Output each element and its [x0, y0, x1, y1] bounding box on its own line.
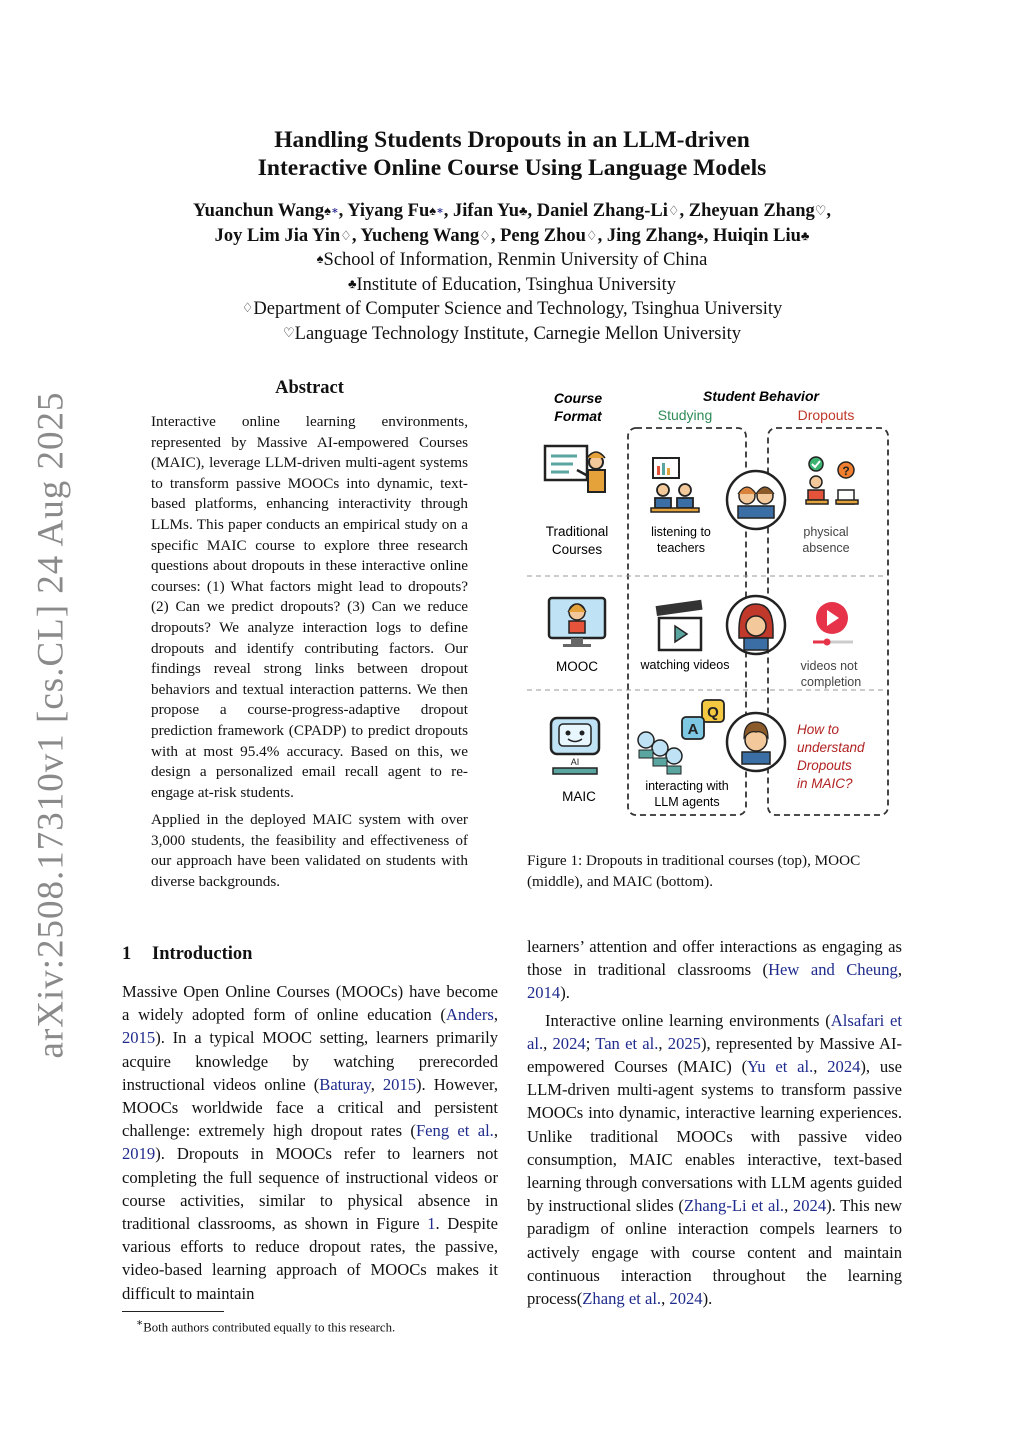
row3-dropouts-label-1: How to — [797, 722, 840, 737]
title-line-1: Handling Students Dropouts in an LLM-driven — [274, 127, 750, 153]
citation-year-link[interactable]: 2025 — [667, 1033, 701, 1053]
equal-contribution-mark: ∗ — [436, 205, 444, 217]
figure-1 — [527, 380, 903, 820]
col-dropouts-label: Dropouts — [797, 407, 855, 423]
text-run: ), use LLM-driven multi-agent systems to transform passive MOOCs into dynamic, interactive learning experiences. Unlike traditional MOOCs with passive video consumption, MAIC enables interactive, text-based learning through conversations with LLM agents guided by instructional slides ( — [527, 1057, 902, 1216]
video-clapper-icon — [656, 600, 703, 650]
text-run: Massive Open Online Courses (MOOCs) have become a widely adopted form of online education ( — [122, 982, 498, 1025]
footnote — [136, 1316, 395, 1335]
citation-year-link[interactable]: 2024 — [792, 1196, 827, 1216]
col-studying-label: Studying — [657, 407, 713, 423]
citation-year-link[interactable]: 2024 — [827, 1057, 861, 1077]
affiliation-symbol: ♣ — [800, 228, 810, 243]
text-run: ). In a typical MOOC setting, learners primarily acquire knowledge by watching prerecorded instructional videos online ( — [122, 1028, 498, 1094]
author-separator: , — [527, 201, 537, 221]
affiliation-row — [0, 322, 1024, 347]
affiliation-symbol: ♠ — [316, 251, 324, 266]
footnote-mark: ∗ — [136, 1318, 144, 1329]
col-course-label-2: Format — [554, 408, 602, 424]
col-student-behavior-label: Student Behavior — [703, 388, 819, 404]
text-run: Interactive online learning environments ( — [545, 1010, 831, 1030]
citation-year-link[interactable]: 2015 — [122, 1028, 156, 1048]
monitor-ai-label: AI — [570, 757, 580, 767]
affiliation-row — [0, 273, 1024, 298]
absence-question-icon — [806, 457, 858, 504]
affiliation-text: Institute of Education, Tsinghua University — [356, 274, 677, 295]
text-run: ), represented by Massive AI-empowered Courses (MAIC) ( — [527, 1033, 903, 1077]
author-name: Jifan Yu — [453, 201, 520, 221]
citation-year-link[interactable]: 2024 — [552, 1033, 586, 1053]
abstract-paragraph-1: Interactive online learning environments, represented by Massive AI-empowered Courses (MAIC), leverage LLM-driven multi-agent systems to transform passive MOOCs into dynamic, text-based platforms, enhancing interactivity through LLMs. This paper conducts an empirical study on a specific MAIC course to explore three research questions about dropouts in these interactive online courses: (1) What factors might lead to dropouts? (2) Can we predict dropouts? (3) Can we reduce dropouts? We analyze interaction logs to define dropouts and identify contributing factors. Our findings reveal strong links between dropout behaviors and textual interaction patterns. We then propose a course-progress-adaptive dropout prediction framework (CPADP) to predict dropouts with at most 95.4% accuracy. Based on this, we design a personalized email recall agent to re-engage at-risk students. — [151, 413, 468, 801]
text-run: , — [661, 1289, 670, 1309]
author-name: Jing Zhang — [606, 226, 697, 246]
author-name: Daniel Zhang-Li — [536, 201, 668, 221]
row3-dropouts-label-2: understand — [797, 740, 865, 755]
text-run: , — [658, 1033, 668, 1053]
row1-dropouts-label-2: absence — [802, 541, 850, 555]
row1-dropouts-label-1: physical — [803, 525, 849, 539]
affiliation-symbol: ♢ — [667, 203, 680, 218]
author-name: Yucheng Wang — [360, 226, 480, 246]
question-glyph: ? — [842, 464, 850, 478]
affiliation-symbol: ♢ — [340, 228, 352, 243]
author-separator: , — [443, 201, 454, 221]
author-separator: , — [490, 226, 501, 246]
text-run: ). Dropouts in MOOCs refer to learners not completing the full sequence of instructional videos or course activities, similar to physical absence in traditional classrooms, as shown in Figure — [122, 1144, 498, 1234]
figure-ref-link[interactable]: 1 — [427, 1214, 436, 1234]
intro-paragraph-3 — [527, 1009, 902, 1311]
affiliation-row — [0, 248, 1024, 273]
text-run: , — [493, 1005, 498, 1025]
affiliation-row — [0, 297, 1024, 322]
author-name: Huiqin Liu — [712, 226, 801, 246]
affiliation-symbol: ♢ — [479, 228, 491, 243]
affiliation-symbol: ♠ — [324, 203, 331, 218]
abstract-paragraph-2: Applied in the deployed MAIC system with over 3,000 students, the feasibility and effectiveness of our approach have been validated on students with diverse backgrounds. — [151, 811, 468, 891]
section-number: 1 — [122, 944, 132, 964]
author-name: Zheyuan Zhang — [688, 201, 815, 221]
text-run: ; — [585, 1033, 596, 1053]
author-separator: , — [351, 226, 361, 246]
citation-link[interactable]: Zhang-Li et al. — [683, 1196, 785, 1216]
row1-format-label-1: Traditional — [545, 524, 609, 539]
row1-format-label-2: Courses — [551, 542, 603, 557]
bubble-a-label: A — [687, 721, 699, 738]
text-run: learners’ attention and offer interactions as engaging as those in traditional classrooms ( — [527, 937, 902, 980]
affiliation-symbol: ♠ — [429, 203, 437, 218]
text-run: ). However, MOOCs worldwide face a critical and persistent challenge: extremely high dropout rates ( — [122, 1074, 498, 1141]
citation-year-link[interactable]: 2024 — [669, 1289, 703, 1309]
llm-agents-chat-icon — [638, 700, 724, 774]
text-run: , — [543, 1033, 553, 1053]
author-separator: , — [338, 201, 348, 221]
title-line-2: Interactive Online Course Using Language Models — [257, 155, 767, 181]
row3-dropouts-label-4: in MAIC? — [797, 776, 853, 791]
affiliation-symbol: ♠ — [696, 228, 704, 243]
citation-year-link[interactable]: 2014 — [527, 983, 561, 1003]
affiliation-list — [0, 248, 1024, 346]
abstract-body — [151, 412, 468, 893]
text-run: . Despite various efforts to reduce dropout rates, the passive, video-based learning approach of MOOCs makes it difficult to maintain — [122, 1214, 498, 1303]
mooc-monitor-icon — [549, 598, 605, 647]
two-students-avatar-icon — [727, 471, 785, 529]
author-separator: , — [597, 226, 607, 246]
citation-link[interactable]: Yu et al. — [747, 1057, 814, 1077]
citation-link[interactable]: Tan et al. — [595, 1033, 659, 1053]
affiliation-text: Language Technology Institute, Carnegie Mellon University — [294, 323, 742, 344]
author-separator: , — [703, 226, 713, 246]
citation-year-link[interactable]: 2015 — [382, 1074, 417, 1094]
text-run: ). This new paradigm of online interaction compels learners to actively engage with course content and maintain continuous interaction throughout the learning process( — [527, 1196, 903, 1309]
row3-studying-label-1: interacting with — [645, 779, 729, 793]
row1-studying-label-2: teachers — [657, 541, 705, 555]
author-name: Yuanchun Wang — [192, 201, 325, 221]
citation-link[interactable]: Baturay — [319, 1074, 371, 1094]
paper-title — [0, 126, 1024, 182]
affiliation-symbol: ♣ — [519, 203, 528, 218]
citation-link[interactable]: Alsafari et al. — [527, 1010, 902, 1053]
row2-dropouts-label-1: videos not — [800, 659, 858, 673]
affiliation-symbol: ♢ — [585, 228, 598, 243]
section-title: Introduction — [152, 944, 253, 964]
col-course-label-1: Course — [553, 390, 603, 406]
text-run: , — [493, 1121, 498, 1141]
citation-link[interactable]: Zhang et al. — [582, 1289, 662, 1309]
row3-format-label: MAIC — [562, 789, 596, 804]
arxiv-sidebar — [26, 391, 76, 1059]
abstract-heading: Abstract — [275, 378, 344, 398]
intro-left-column — [122, 980, 498, 1305]
row3-dropouts-label-3: Dropouts — [797, 758, 852, 773]
intro-paragraph-2 — [527, 935, 902, 1005]
author-name: Yiyang Fu — [347, 201, 430, 221]
author-line-2 — [0, 224, 1024, 249]
affiliation-symbol: ♢ — [241, 300, 254, 315]
footnote-rule — [122, 1311, 224, 1312]
figure-1-illustration — [527, 380, 903, 820]
row2-format-label: MOOC — [556, 659, 598, 674]
row1-studying-label-1: listening to — [651, 525, 711, 539]
citation-link[interactable]: Feng et al. — [415, 1121, 494, 1141]
affiliation-text: School of Information, Renmin University of China — [323, 250, 708, 270]
author-name: Peng Zhou — [500, 226, 586, 246]
bubble-q-label: Q — [707, 704, 719, 721]
author-separator: , — [826, 201, 832, 221]
text-run: , — [813, 1057, 828, 1077]
author-line-1 — [0, 199, 1024, 224]
classroom-students-icon — [651, 458, 699, 512]
figure-1-caption: Figure 1: Dropouts in traditional courses (top), MOOC (middle), and MAIC (bottom). — [527, 852, 861, 890]
equal-contribution-mark: ∗ — [331, 205, 339, 217]
row2-dropouts-label-2: completion — [800, 675, 862, 689]
row3-studying-label-2: LLM agents — [654, 795, 720, 809]
author-name: Joy Lim Jia Yin — [214, 226, 341, 246]
intro-right-column — [527, 935, 902, 1310]
section-heading-introduction — [122, 944, 252, 965]
text-run: , — [784, 1196, 793, 1216]
text-run: , — [897, 960, 902, 980]
maic-ai-monitor-icon — [551, 718, 599, 774]
affiliation-text: Department of Computer Science and Technology, Tsinghua University — [253, 299, 783, 319]
affiliation-symbol: ♣ — [347, 275, 357, 291]
affiliation-symbol: ♡ — [282, 324, 295, 340]
intro-paragraph-1 — [122, 980, 498, 1305]
female-student-avatar-icon — [727, 596, 785, 654]
text-run: , — [370, 1074, 383, 1094]
male-student-avatar-icon — [727, 713, 785, 771]
citation-year-link[interactable]: 2019 — [122, 1144, 156, 1164]
teacher-board-icon — [545, 446, 605, 492]
text-run: ). — [702, 1289, 713, 1309]
author-list — [0, 199, 1024, 249]
video-play-icon — [813, 602, 853, 646]
citation-link[interactable]: Anders — [445, 1005, 494, 1025]
footnote-text: Both authors contributed equally to this research. — [143, 1320, 396, 1335]
arxiv-identifier: arXiv:2508.17310v1 [cs.CL] 24 Aug 2025 — [30, 391, 72, 1059]
citation-link[interactable]: Hew and Cheung — [768, 960, 898, 980]
affiliation-symbol: ♡ — [814, 203, 827, 218]
author-separator: , — [679, 201, 689, 221]
row2-studying-label: watching videos — [640, 658, 730, 672]
text-run: ). — [560, 983, 570, 1003]
